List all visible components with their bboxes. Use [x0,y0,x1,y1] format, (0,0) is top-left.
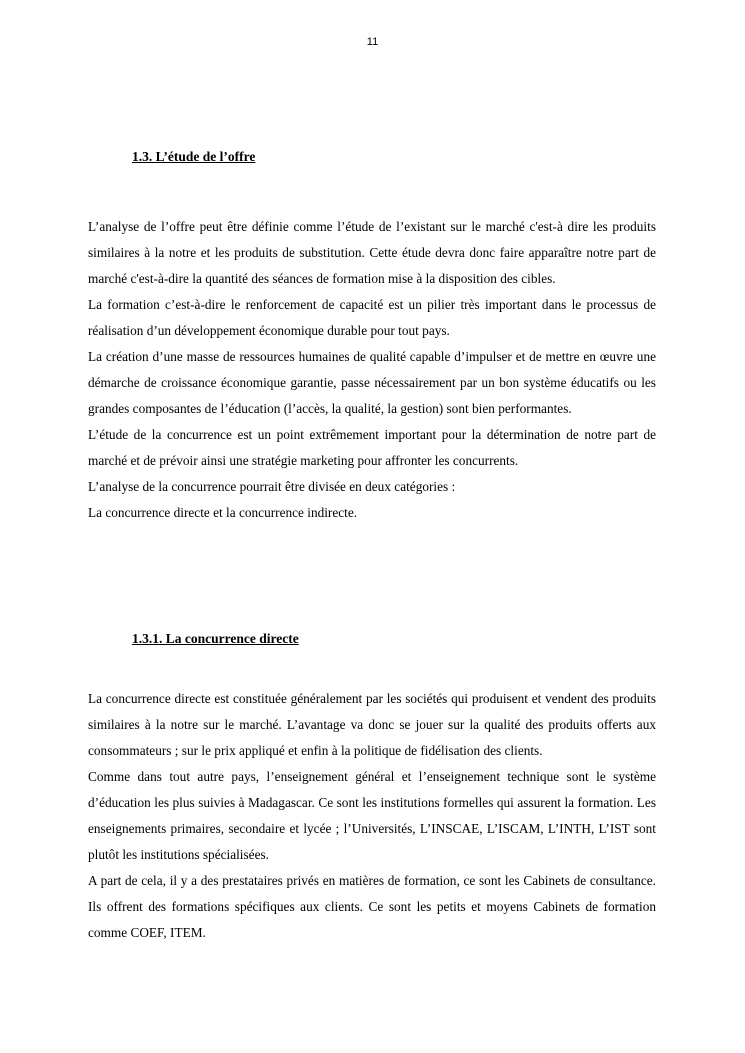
paragraph: La concurrence directe et la concurrence indirecte. [88,505,358,520]
paragraph: L’étude de la concurrence est un point extrêmement important pour la détermination de notre part de marché et de prévoir ainsi une stratégie marketing pour affronter les concurrents. [88,427,656,468]
section-heading-concurrence-directe: 1.3.1. La concurrence directe [132,631,299,646]
paragraph: La création d’une masse de ressources humaines de qualité capable d’impulser et de mettre en œuvre une démarche de croissance économique garantie, passe nécessairement par un bon système éducatifs ou les grandes composantes de l’éducation (l’accès, la qualité, la gestion) sont bien performantes. [88,349,656,416]
paragraph: A part de cela, il y a des prestataires privés en matières de formation, ce sont les Cabinets de consultance. Ils offrent des formations spécifiques aux clients. Ce sont les petits et moyens Cabinets de formation comme COEF, ITEM. [88,873,656,940]
paragraph: Comme dans tout autre pays, l’enseignement général et l’enseignement technique sont le système d’éducation les plus suivies à Madagascar. Ce sont les institutions formelles qui assurent la formation. Les enseignements primaires, secondaire et lycée ; l’Universités, L’INSCAE, L’ISCAM, L’INTH, L’IST sont plutôt les institutions spécialisées. [88,769,656,862]
section-body-etude-offre [88,214,656,526]
section-body-concurrence-directe [88,686,656,946]
paragraph: La concurrence directe est constituée généralement par les sociétés qui produisent et vendent des produits similaires à la notre sur le marché. L’avantage va donc se jouer sur la qualité des produits offerts aux consommateurs ; sur le prix appliqué et enfin à la politique de fidélisation des clients. [88,691,656,758]
paragraph: L’analyse de la concurrence pourrait être divisée en deux catégories : [88,479,456,494]
paragraph: L’analyse de l’offre peut être définie comme l’étude de l’existant sur le marché c'est-à dire les produits similaires à la notre et les produits de substitution. Cette étude devra donc faire apparaître notre part de marché c'est-à-dire la quantité des séances de formation mise à la disposition des cibles. [88,219,656,286]
page-number: 11 [366,36,379,48]
section-heading-etude-offre: 1.3. L’étude de l’offre [132,149,256,164]
paragraph: La formation c’est-à-dire le renforcement de capacité est un pilier très important dans le processus de réalisation d’un développement économique durable pour tout pays. [88,297,656,338]
